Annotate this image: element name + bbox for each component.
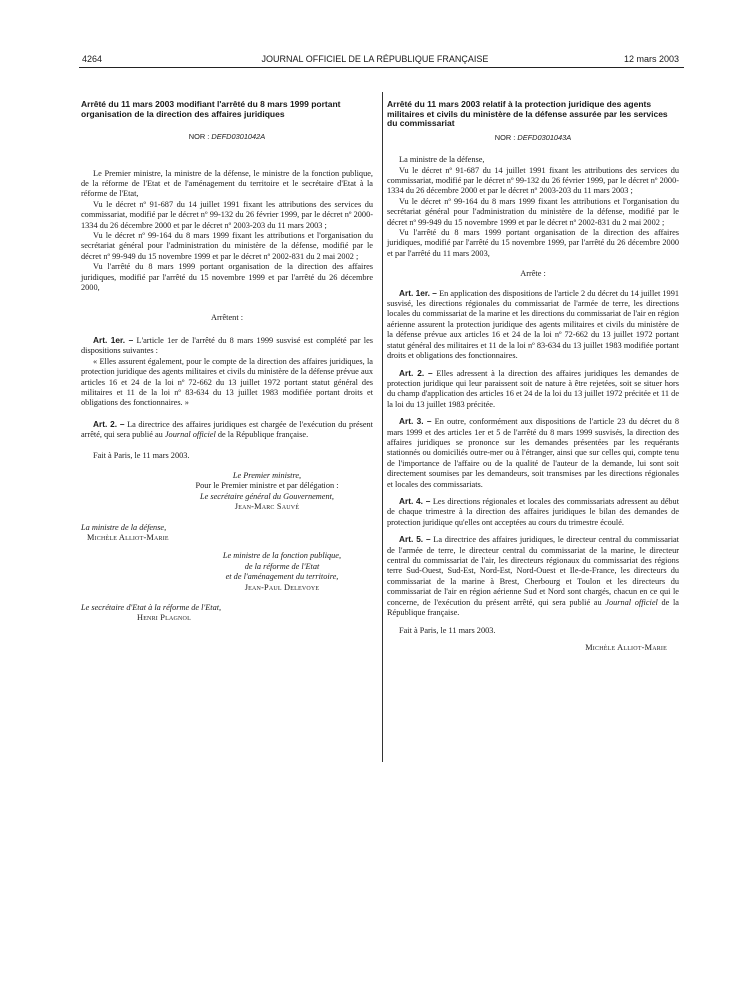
issue-date: 12 mars 2003 (624, 54, 680, 64)
right-arrete: Arrête : (520, 269, 546, 279)
right-article-1 (387, 288, 679, 362)
right-column (387, 100, 679, 653)
right-article-5-text-a: La directrice des affaires juridiques, le directeur central du commissariat de l'armée de terre, le directeur central du commissariat de la marine, le directeur central du commissariat de l'air, les directeurs régionaux du commissariat des régions terre Sud-Ouest, Sud-Est, Nord-Est, Nord-Ouest et Ile-de-France, les directeurs du commissariat de la marine à Brest, Cherbourg et Toulon et les directeurs du commissariat de l'air en région aérienne Sud et Nord sont chargés, chacun en ce qui le concerne, de l'exécution du présent arrêté, qui sera publié au (387, 535, 679, 607)
left-article-2-label: Art. 2. – (93, 418, 125, 429)
left-article-1-text: L'article 1er de l'arrêté du 8 mars 1999 susvisé est complété par les dispositions suivantes : (81, 335, 373, 356)
right-decree-title: Arrêté du 11 mars 2003 relatif à la protection juridique des agents militaires et civils du ministère de la défense assurée par les services du commissariat (387, 99, 668, 129)
page-number: 4264 (82, 54, 103, 64)
left-signature-fonction-publique (81, 551, 373, 593)
left-decree-title: Arrêté du 11 mars 2003 modifiant l'arrêté du 8 mars 1999 portant organisation de la direction des affaires juridiques (81, 99, 341, 119)
left-article-2-text-b: de la République française. (217, 430, 309, 440)
sig4-name: Henri Plagnol (137, 613, 191, 623)
column-divider (382, 92, 383, 762)
right-article-4-label: Art. 4. – (399, 495, 431, 506)
right-article-1-text: En application des dispositions de l'article 2 du décret du 14 juillet 1991 susvisé, les directions régionales du commissariat de l'armée de terre, les directions locales du commissariat de la marine et les directions du commissariat de l'air en région aérienne assurent la protection juridique des agents militaires et civils du ministère de la défense prévue aux articles 16 et 24 de la loi nº 72-662 du 13 juillet 1972 portant statut général des militaires et 11 de la loi nº 83-634 du 13 juillet 1983 modifiée portant droits et obligations des fonctionnaires. (387, 288, 680, 361)
right-intro: La ministre de la défense, (399, 155, 485, 165)
right-article-4-text: Les directions régionales et locales des commissariats adressent au début de chaque trimestre à la direction des affaires juridiques le bilan des demandes de protection juridique qu'elles ont acceptées au cours du trimestre écoulé. (387, 496, 680, 527)
right-article-5 (387, 534, 679, 618)
left-signature-pm (81, 471, 373, 513)
left-nor-label: NOR : (188, 132, 210, 142)
sig1-name: Jean-Marc Sauvé (234, 502, 300, 512)
right-article-2 (387, 368, 679, 411)
right-article-3-text: En outre, conformément aux dispositions de l'article 23 du décret du 8 mars 1999 et des articles 1er et 5 de l'arrêté du 8 mars 1999 susvisés, la direction des affaires juridiques se prononce sur les demandes présentées par les requérants stationnés ou domiciliés outre-mer ou à l'étranger, ainsi que sur celles qui, compte tenu de l'importance de l'affaire ou de la qualité de l'auteur de la demande, lui sont soit directement soumises par les demandeurs, soit transmises par les directions régionales et locales des commissariats. (387, 417, 679, 489)
left-intro: Le Premier ministre, la ministre de la défense, le ministre de la fonction publique, de la réforme de l'Etat et de l'aménagement du territoire et le secrétaire d'Etat à la réforme de l'Etat, (81, 168, 373, 199)
right-article-3-label: Art. 3. – (399, 416, 432, 427)
header-rule (79, 67, 684, 68)
right-nor-label: NOR : (494, 132, 516, 142)
right-article-2-label: Art. 2. – (399, 367, 433, 378)
right-article-1-label: Art. 1er. – (399, 287, 437, 298)
left-fait: Fait à Paris, le 11 mars 2003. (93, 450, 190, 460)
left-article-2-text-a: La directrice des affaires juridiques est chargée de l'exécution du présent arrêté, qui sera publié au (81, 419, 373, 440)
left-vu-2: Vu le décret nº 99-164 du 8 mars 1999 fixant les attributions et l'organisation du secrétariat général pour l'administration du ministère de la défense, modifié par le décret nº 99-949 du 15 novembre 1999 et par le décret nº 2002-831 du 2 mai 2002 ; (81, 231, 373, 261)
sig2-name: Michèle Alliot-Marie (87, 532, 169, 542)
right-vu-1: Vu le décret nº 91-687 du 14 juillet 1991 fixant les attributions des services du commissariat, modifié par le décret nº 99-132 du 26 février 1999, par le décret nº 2000-1334 du 26 décembre 2000 et par le décret nº 2003-203 du 11 mars 2003 ; (387, 165, 679, 196)
sig1-delegation: Pour le Premier ministre et par délégation : (195, 481, 339, 491)
right-article-3 (387, 416, 679, 490)
left-article-1-quote: « Elles assurent également, pour le compte de la direction des affaires juridiques, la protection juridique des agents militaires et civils du ministère de la défense prévue aux articles 16 et 24 de la loi nº 72-662 du 13 juillet 1972 portant statut général des militaires et 11 de la loi nº 83-634 du 13 juillet 1983 modifiée portant droits et obligations des fonctionnaires. » (81, 356, 373, 408)
left-nor-code: DEFD0301042A (211, 132, 266, 142)
sig4-title: Le secrétaire d'Etat à la réforme de l'Etat, (81, 603, 222, 612)
left-article-1 (81, 335, 373, 357)
left-vu-1: Vu le décret nº 91-687 du 14 juillet 1991 fixant les attributions des services du commissariat, modifié par le décret nº 99-132 du 26 février 1999, par le décret nº 2000-1334 du 26 décembre 2000 et par le décret nº 2003-203 du 11 mars 2003 ; (81, 199, 373, 230)
right-article-2-text: Elles adressent à la direction des affaires juridiques les demandes de protection juridique qui leur paraissent soit de nature à être rejetées, soit se situer hors du champ d'application des articles 16 et 24 de la loi du 13 juillet 1972 précitée et 11 de la loi du 13 juillet 1983 précitée. (387, 368, 679, 409)
right-vu-2: Vu le décret nº 99-164 du 8 mars 1999 fixant les attributions et l'organisation du secrétariat général pour l'administration du ministère de la défense, modifié par le décret nº 99-949 du 15 novembre 1999 et par le décret nº 2002-831 du 2 mai 2002 ; (387, 196, 679, 227)
sig2-title: La ministre de la défense, (81, 522, 167, 532)
right-article-5-text-b: de la République française. (387, 597, 679, 618)
left-column (81, 100, 373, 624)
right-nor (387, 133, 679, 143)
right-signature-name: Michèle Alliot-Marie (585, 642, 667, 652)
sig3-title-c: et de l'aménagement du territoire, (225, 572, 339, 582)
right-nor-code: DEFD0301043A (517, 132, 572, 142)
sig1-title: Le secrétaire général du Gouvernement, (199, 491, 335, 501)
right-vu-3: Vu l'arrêté du 8 mars 1999 portant organisation de la direction des affaires juridiques, modifié par l'arrêté du 15 novembre 1999, par l'arrêté du 26 décembre 2000 et par l'arrêté du 11 mars 2003, (387, 228, 679, 258)
right-article-4 (387, 496, 679, 528)
sig1-role: Le Premier ministre, (232, 470, 302, 480)
sig3-title-b: de la réforme de l'Etat (244, 561, 320, 571)
right-article-5-label: Art. 5. – (399, 534, 431, 545)
journal-title: JOURNAL OFFICIEL DE LA RÉPUBLIQUE FRANÇAISE (261, 54, 489, 64)
left-arretent: Arrêtent : (210, 313, 244, 323)
left-nor (81, 132, 373, 142)
right-fait: Fait à Paris, le 11 mars 2003. (399, 626, 496, 636)
left-article-1-label: Art. 1er. – (93, 334, 134, 345)
left-article-2 (81, 419, 373, 441)
left-vu-3: Vu l'arrêté du 8 mars 1999 portant organisation de la direction des affaires juridiques, modifié par l'arrêté du 15 novembre 1999 et par l'arrêté du 26 décembre 2000, (81, 262, 373, 293)
left-article-2-journal: Journal officiel (164, 430, 216, 440)
left-signature-reforme (81, 603, 373, 624)
sig3-name: Jean-Paul Delevoye (244, 582, 320, 592)
right-article-5-journal: Journal officiel (605, 597, 658, 607)
left-signature-defense (81, 523, 373, 544)
sig3-title-a: Le ministre de la fonction publique, (222, 551, 342, 561)
